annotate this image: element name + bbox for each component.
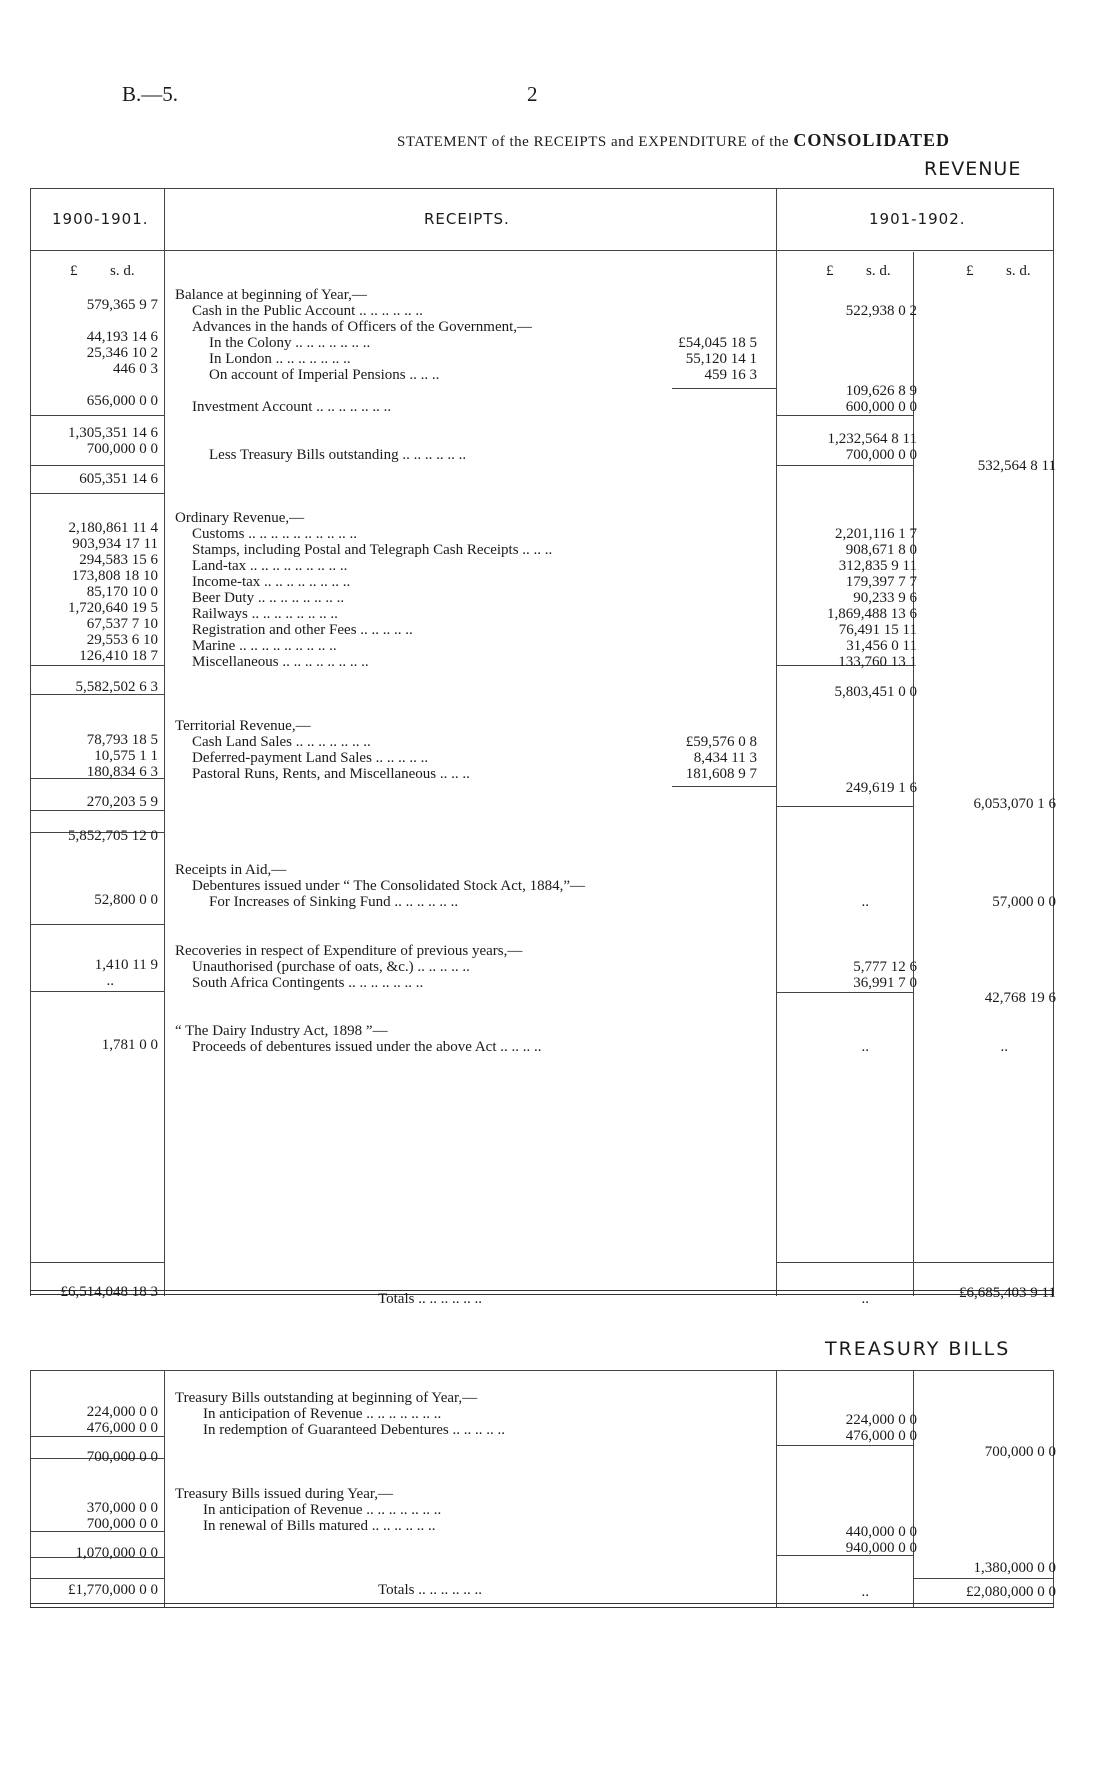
treasury-col-rule-3 [913,1370,914,1608]
section-label: Ordinary Revenue,— [175,510,305,526]
section-label: Territorial Revenue,— [175,718,311,734]
treasury-label: In redemption of Guaranteed Debentures .. .. .. .. .. [203,1422,505,1438]
receipt-label: Cash Land Sales .. .. .. .. .. .. .. [192,734,371,750]
right-total-dots: .. [861,1291,869,1307]
right-value: 522,938 0 2 [845,303,917,319]
grand-total: £2,080,000 0 0 [966,1584,1056,1600]
left-pound-unit: £ [70,263,78,279]
total-value: 1,380,000 0 0 [973,1560,1056,1576]
receipt-label: Stamps, including Postal and Telegraph Cash Receipts .. .. .. [192,542,553,558]
left-value: 2,180,861 11 4 [68,520,158,536]
left-value: 294,583 15 6 [79,552,158,568]
col-rule-1 [164,188,165,1296]
treasury-col-rule-1 [164,1370,165,1608]
receipt-label: Pastoral Runs, Rents, and Miscellaneous .. .. .. [192,766,470,782]
left-sd-unit: s. d. [110,263,135,279]
receipt-label: Unauthorised (purchase of oats, &c.) .. .. .. .. .. [192,959,470,975]
receipt-label: Beer Duty .. .. .. .. .. .. .. .. [192,590,345,606]
inner-value: 8,434 11 3 [693,750,757,766]
left-value: 10,575 1 1 [94,748,158,764]
receipt-label: Investment Account .. .. .. .. .. .. .. [192,399,392,415]
inner-rule [672,388,776,389]
right-value: .. [861,894,869,910]
treasury-left-rule [30,1370,31,1608]
statement-title-text: STATEMENT of the RECEIPTS and EXPENDITURE of the [397,134,790,150]
right-rule [776,1445,913,1446]
right-value: .. [861,1039,869,1055]
section-label: Recoveries in respect of Expenditure of previous years,— [175,943,523,959]
left-total: £6,514,048 18 3 [60,1284,158,1300]
right-year-header: 1901-1902. [869,210,966,228]
table-left-rule [30,188,31,1296]
right-value: 224,000 0 0 [845,1412,917,1428]
total-value: 532,564 8 11 [977,458,1056,474]
section-label: Receipts in Aid,— [175,862,287,878]
header-bottom-rule [30,250,1054,251]
left-value: 1,720,640 19 5 [68,600,158,616]
statement-subtitle: REVENUE [924,158,1022,180]
left-value: 476,000 0 0 [86,1420,158,1436]
total-pound-unit: £ [966,263,974,279]
left-rule [30,665,164,666]
left-rule [30,493,164,494]
receipt-label: For Increases of Sinking Fund .. .. .. .. .. .. [209,894,459,910]
right-rule [776,465,913,466]
right-value: 1,232,564 8 11 [827,431,917,447]
receipt-label: Proceeds of debentures issued under the above Act .. .. .. .. [192,1039,542,1055]
total-value: 700,000 0 0 [984,1444,1056,1460]
left-year-header: 1900-1901. [52,210,149,228]
right-value: 476,000 0 0 [845,1428,917,1444]
right-value: 36,991 7 0 [853,975,917,991]
receipt-label: Income-tax .. .. .. .. .. .. .. .. [192,574,351,590]
right-value: 600,000 0 0 [845,399,917,415]
left-value: 903,934 17 11 [72,536,158,552]
receipt-label: Land-tax .. .. .. .. .. .. .. .. .. [192,558,348,574]
right-value: 940,000 0 0 [845,1540,917,1556]
section-label: Treasury Bills outstanding at beginning of Year,— [175,1390,478,1406]
left-value: 78,793 18 5 [86,732,158,748]
right-value: 90,233 9 6 [853,590,917,606]
left-value: 700,000 0 0 [86,1516,158,1532]
left-value: 173,808 18 10 [71,568,158,584]
right-value: 700,000 0 0 [845,447,917,463]
right-rule [776,806,913,807]
right-value: 440,000 0 0 [845,1524,917,1540]
inner-value: £59,576 0 8 [685,734,757,750]
totals-label: Totals .. .. .. .. .. .. [378,1291,482,1307]
left-value: 29,553 6 10 [86,632,158,648]
receipt-label: Advances in the hands of Officers of the Government,— [192,319,533,335]
right-value: .. [861,1584,869,1600]
section-label: “ The Dairy Industry Act, 1898 ”— [175,1023,388,1039]
left-value: 126,410 18 7 [79,648,158,664]
left-value: 25,346 10 2 [86,345,158,361]
total-sd-unit: s. d. [1006,263,1031,279]
receipt-label: Miscellaneous .. .. .. .. .. .. .. .. [192,654,369,670]
treasury-label: In anticipation of Revenue .. .. .. .. .. .. .. [203,1502,442,1518]
statement-title [397,130,950,151]
inner-rule [672,786,776,787]
right-value: 133,760 13 1 [838,654,917,670]
treasury-top-rule [30,1370,1054,1371]
left-value: 67,537 7 10 [86,616,158,632]
receipt-label: Deferred-payment Land Sales .. .. .. .. .. [192,750,429,766]
left-rule [30,924,164,925]
section-label: Balance at beginning of Year,— [175,287,367,303]
left-value: 224,000 0 0 [86,1404,158,1420]
left-rule [30,991,164,992]
left-value: 5,582,502 6 3 [75,679,158,695]
right-value: 908,671 8 0 [845,542,917,558]
left-value: 700,000 0 0 [86,1449,158,1465]
inner-value: 459 16 3 [704,367,757,383]
table-bottom-double-rule [30,1290,1054,1295]
receipt-label: In the Colony .. .. .. .. .. .. .. [209,335,371,351]
left-rule [30,465,164,466]
table-top-rule [30,188,1054,189]
left-value: 180,834 6 3 [86,764,158,780]
left-value: 370,000 0 0 [86,1500,158,1516]
col-rule-2 [776,188,777,1296]
right-value: 312,835 9 11 [838,558,917,574]
left-value: 700,000 0 0 [86,441,158,457]
left-rule [30,1578,164,1579]
receipt-label: Marine .. .. .. .. .. .. .. .. .. [192,638,337,654]
right-value: 2,201,116 1 7 [835,526,917,542]
right-value: 76,491 15 11 [838,622,917,638]
left-value: 52,800 0 0 [94,892,158,908]
total-rule [913,1578,1053,1579]
receipt-label: Less Treasury Bills outstanding .. .. .. .. .. .. [209,447,467,463]
right-value: 1,869,488 13 6 [827,606,917,622]
inner-value: 181,608 9 7 [685,766,757,782]
left-value: 605,351 14 6 [79,471,158,487]
right-value: 31,456 0 11 [846,638,917,654]
receipt-label: Customs .. .. .. .. .. .. .. .. .. .. [192,526,358,542]
table-right-rule [1053,188,1054,1296]
left-value: 579,365 9 7 [86,297,158,313]
total-value: 57,000 0 0 [992,894,1056,910]
treasury-label: In renewal of Bills matured .. .. .. .. .. .. [203,1518,436,1534]
left-value: 270,203 5 9 [86,794,158,810]
right-value: 179,397 7 7 [845,574,917,590]
page-number: 2 [527,82,538,106]
receipt-label: Cash in the Public Account .. .. .. .. .. .. [192,303,423,319]
left-value: 44,193 14 6 [86,329,158,345]
treasury-col-rule-2 [776,1370,777,1608]
receipt-label: In London .. .. .. .. .. .. .. [209,351,351,367]
left-value: 85,170 10 0 [86,584,158,600]
receipt-label: Railways .. .. .. .. .. .. .. .. [192,606,338,622]
right-rule [776,992,913,993]
right-rule [776,1262,913,1263]
page-reference: B.—5. [122,82,179,106]
treasury-bills-heading: TREASURY BILLS [825,1338,1011,1360]
receipt-label: On account of Imperial Pensions .. .. .. [209,367,440,383]
inner-value: 55,120 14 1 [685,351,757,367]
left-value: 656,000 0 0 [86,393,158,409]
total-value: 6,053,070 1 6 [973,796,1056,812]
receipt-label: Registration and other Fees .. .. .. .. .. [192,622,413,638]
inner-value: £54,045 18 5 [678,335,757,351]
left-value: 446 0 3 [113,361,158,377]
right-sd-unit: s. d. [866,263,891,279]
statement-title-bold: CONSOLIDATED [793,130,951,150]
left-total: £1,770,000 0 0 [68,1582,158,1598]
left-value: 1,410 11 9 [94,957,158,973]
left-value: .. [106,973,114,989]
receipt-label: Debentures issued under “ The Consolidated Stock Act, 1884,”— [192,878,585,894]
total-value: 42,768 19 6 [984,990,1056,1006]
receipts-header: RECEIPTS. [424,210,510,228]
right-value: 109,626 8 9 [845,383,917,399]
total-rule [913,1262,1053,1263]
left-value: 5,852,705 12 0 [68,828,158,844]
right-pound-unit: £ [826,263,834,279]
left-value: 1,781 0 0 [101,1037,158,1053]
receipt-label: South Africa Contingents .. .. .. .. .. .. .. [192,975,424,991]
left-rule [30,1262,164,1263]
treasury-label: In anticipation of Revenue .. .. .. .. .. .. .. [203,1406,442,1422]
grand-total: £6,685,403 9 11 [959,1285,1056,1301]
left-rule [30,415,164,416]
left-value: 1,070,000 0 0 [75,1545,158,1561]
right-value: 249,619 1 6 [845,780,917,796]
right-value: 5,777 12 6 [853,959,917,975]
section-label: Treasury Bills issued during Year,— [175,1486,394,1502]
left-value: 1,305,351 14 6 [68,425,158,441]
treasury-bottom-double-rule [30,1603,1054,1608]
totals-label: Totals .. .. .. .. .. .. [378,1582,482,1598]
total-value: .. [1000,1039,1008,1055]
right-value: 5,803,451 0 0 [834,684,917,700]
